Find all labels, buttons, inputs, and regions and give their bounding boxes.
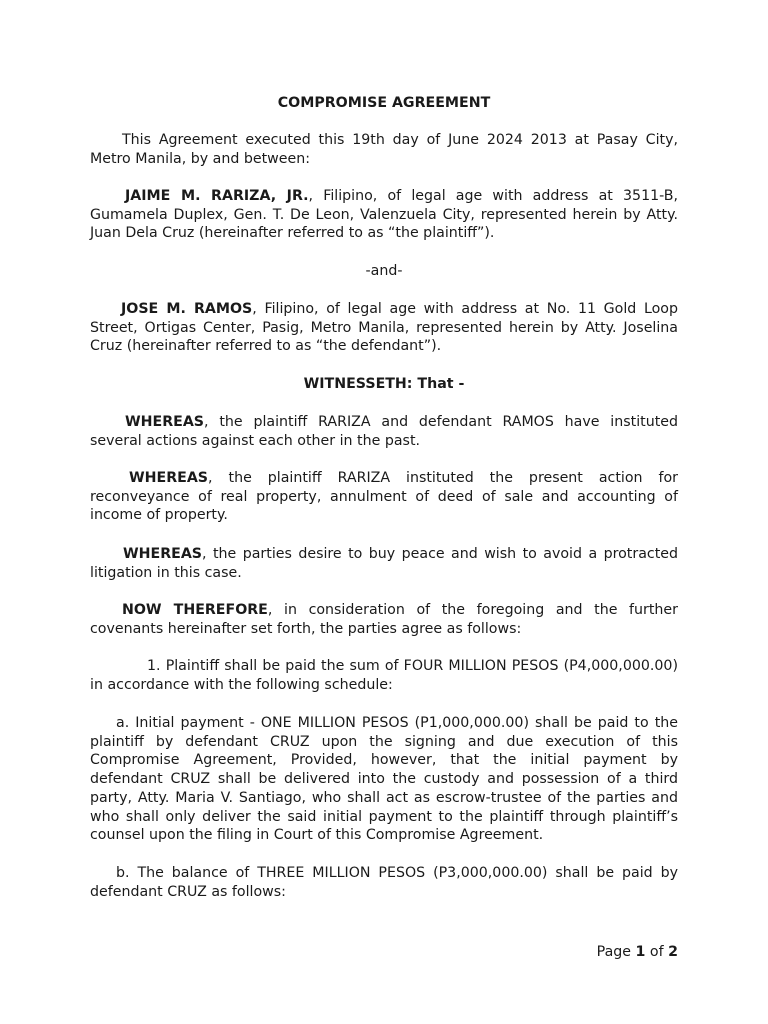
whereas2-text: , the plaintiff RARIZA instituted the present action for reconveyance of real property, annulment of deed of sale and accounting of income of property. [90, 470, 678, 524]
whereas3-lead: WHEREAS [123, 546, 203, 562]
intro-paragraph: This Agreement executed this 19th day of June 2024 2013 at Pasay City, Metro Manila, by and between: [90, 132, 678, 167]
party2-text: , Filipino, of legal age with address at No. 11 Gold Loop Street, Ortigas Center, Pasig, Metro Manila, represented herein by Atty. Joselina Cruz (hereinafter referred to as “the defendant”). [90, 301, 678, 355]
and-separator: -and- [365, 263, 403, 279]
party1-name: JAIME M. RARIZA, JR. [125, 188, 309, 204]
now-therefore-text: , in consideration of the foregoing and the further covenants hereinafter set forth, the parties agree as follows: [90, 602, 678, 637]
party1-paragraph [90, 187, 678, 243]
document-title: COMPROMISE AGREEMENT [277, 95, 491, 111]
whereas2-paragraph [90, 469, 678, 525]
total-page-count: 2 [668, 944, 678, 960]
page-footer [597, 943, 678, 962]
witnesseth-heading: WITNESSETH: That - [303, 376, 465, 392]
whereas2-lead: WHEREAS [129, 470, 209, 486]
current-page-number: 1 [635, 944, 646, 960]
page-label: Page [596, 944, 632, 960]
party2-name: JOSE M. RAMOS [121, 301, 253, 317]
whereas1-text: , the plaintiff RARIZA and defendant RAMOS have instituted several actions against each other in the past. [90, 414, 678, 449]
document-page [90, 0, 678, 1024]
party1-text: , Filipino, of legal age with address at 3511-B, Gumamela Duplex, Gen. T. De Leon, Valenzuela City, represented herein by Atty. Juan Dela Cruz (hereinafter referred to as “the plaintiff”). [90, 188, 678, 242]
whereas3-text: , the parties desire to buy peace and wish to avoid a protracted litigation in this case. [90, 546, 678, 581]
item1-paragraph: 1. Plaintiff shall be paid the sum of FOUR MILLION PESOS (P4,000,000.00) in accordance with the following schedule: [90, 658, 678, 693]
whereas1-paragraph [90, 413, 678, 450]
now-therefore-paragraph [90, 601, 678, 638]
of-label: of [649, 944, 664, 960]
item-b-paragraph: b. The balance of THREE MILLION PESOS (P3,000,000.00) shall be paid by defendant CRUZ as follows: [90, 865, 678, 900]
party2-paragraph [90, 300, 678, 356]
now-therefore-lead: NOW THEREFORE [122, 602, 268, 618]
whereas1-lead: WHEREAS [125, 414, 205, 430]
item-a-paragraph: a. Initial payment - ONE MILLION PESOS (P1,000,000.00) shall be paid to the plaintiff by defendant CRUZ upon the signing and due execution of this Compromise Agreement, Provided, however, that the initial payment by defendant CRUZ shall be delivered into the custody and possession of a third party, Atty. Maria V. Santiago, who shall act as escrow-trustee of the parties and who shall only deliver the said initial payment to the plaintiff through plaintiff’s counsel upon the filing in Court of this Compromise Agreement. [90, 715, 678, 844]
whereas3-paragraph [90, 545, 678, 582]
